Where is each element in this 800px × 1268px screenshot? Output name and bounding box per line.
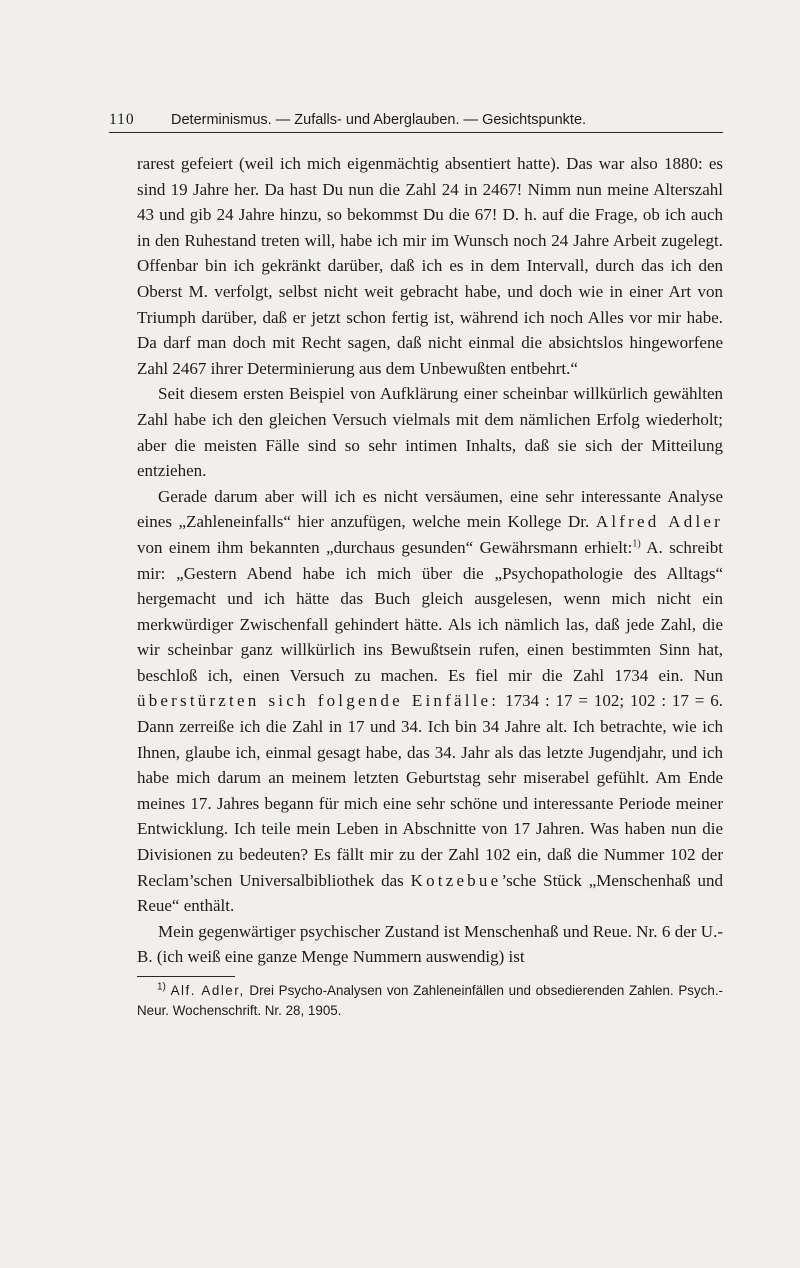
footnote-author: Alf. Adler, <box>170 983 245 998</box>
paragraph-2: Seit diesem ersten Beispiel von Aufklärung einer scheinbar willkürlich gewählten Zahl habe ich den gleichen Versuch vielmals mit dem nämlichen Erfolg wiederholt; aber die meisten Fälle sind so sehr intimen Inhalts, daß sie sich der Mitteilung entziehen. <box>137 384 723 481</box>
paragraph-3-part-d: 1734 : 17 = 102; 102 : 17 = 6. Dann zerreiße ich die Zahl in 17 und 34. Ich bin 34 Jahre alt. Ich betrachte, wie ich Ihnen, glaube ich, einmal gesagt habe, das 34. Jahr als das letzte Jugendjahr, und ich habe mich darum an meinem letzten Geburtstag sehr miserabel gefühlt. Am Ende meines 17. Jahres begann für mich eine sehr schöne und interessante Periode meiner Entwicklung. Ich teile mein Leben in Abschnitte von 17 Jahren. Was haben nun die Divisionen zu bedeuten? Es fällt mir zu der Zahl 102 ein, daß die Nummer 102 der Reclam’schen Universalbibliothek das <box>137 691 723 890</box>
running-title: Determinismus. — Zufalls- und Aberglauben. — Gesichtspunkte. <box>171 112 587 128</box>
paragraph-3-part-e: ’sche Stück „Menschenhaß und Reue“ enthält. <box>137 870 723 916</box>
book-page <box>109 109 724 1021</box>
author-name-spaced: Alfred Adler <box>595 512 723 532</box>
page-number: 110 <box>109 111 135 128</box>
footnote-text: Drei Psycho-Analysen von Zahleneinfällen und obsedierenden Zahlen. Psych.-Neur. Wochenschrift. Nr. 28, 1905. <box>137 983 724 1018</box>
paragraph-4: Mein gegenwärtiger psychischer Zustand ist Menschenhaß und Reue. Nr. 6 der U.-B. (ich weiß eine ganze Menge Nummern auswendig) ist <box>137 921 723 967</box>
footnote-marker: 1) <box>157 981 166 993</box>
paragraph-3-part-b: von einem ihm bekannten „durchaus gesunden“ Gewährsmann erhielt: <box>137 537 633 557</box>
footnote-reference: 1) <box>632 538 641 550</box>
kotzebue-spaced: Kotzebue <box>410 870 502 890</box>
spaced-emphasis: überstürzten sich folgende Einfälle: <box>137 691 500 711</box>
footnote-divider <box>137 976 235 977</box>
paragraph-3-part-c: A. schreibt mir: „Gestern Abend habe ich mich über die „Psychopathologie des Alltags“ hergemacht und ich hätte das Buch gleich ausgelesen, wenn mich nicht ein merkwürdiger Zwischenfall gehindert hätte. Als ich nämlich las, daß jede Zahl, die wir scheinbar ganz willkürlich ins Bewußtsein rufen, einen bestimmten Sinn hat, beschloß ich, einen Versuch zu machen. Es fiel mir die Zahl 1734 ein. Nun <box>137 537 724 685</box>
paragraph-3 <box>137 484 723 919</box>
running-header <box>109 109 723 133</box>
footnote <box>137 981 723 1021</box>
main-text <box>137 151 723 970</box>
paragraph-3-part-a: Gerade darum aber will ich es nicht versäumen, eine sehr interessante Analyse eines „Zahleneinfalls“ hier anzufügen, welche mein Kollege Dr. <box>137 486 723 532</box>
paragraph-1: rarest gefeiert (weil ich mich eigenmächtig absentiert hatte). Das war also 1880: es sind 19 Jahre her. Da hast Du nun die Zahl 24 in 2467! Nimm nun meine Alterszahl 43 und gib 24 Jahre hinzu, so bekommst Du die 67! D. h. auf die Frage, ob ich auch in den Ruhestand treten will, habe ich mir im Wunsch noch 24 Jahre Arbeit zugelegt. Offenbar bin ich gekränkt darüber, daß ich es in dem Intervall, durch das ich den Oberst M. verfolgt, selbst nicht weit gebracht habe, und doch wie in einer Art von Triumph darüber, daß er jetzt schon fertig ist, während ich noch Alles vor mir habe. Da darf man doch mit Recht sagen, daß nicht einmal die absichtslos hingeworfene Zahl 2467 ihrer Determinierung aus dem Unbewußten entbehrt.“ <box>137 154 723 378</box>
